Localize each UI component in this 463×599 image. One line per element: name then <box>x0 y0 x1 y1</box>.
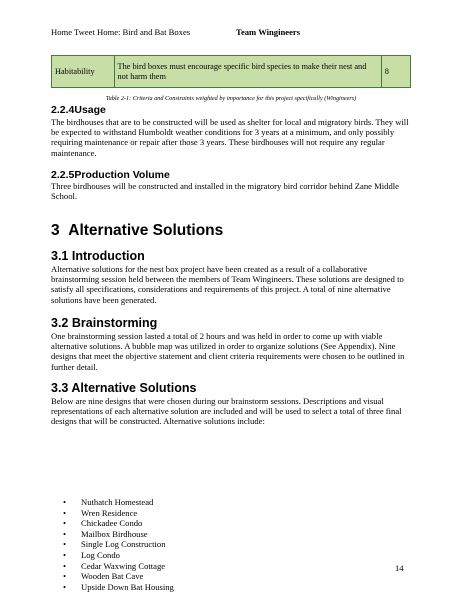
list-item: • Nuthatch Homestead <box>51 497 174 508</box>
list-item: • Chickadee Condo <box>51 518 174 529</box>
list-item: • Upside Down Bat Housing <box>51 582 174 593</box>
heading-title: Production Volume <box>74 169 170 181</box>
usage-paragraph: The birdhouses that are to be constructed will be used as shelter for local and migratory birds. They will be expected to withstand Humboldt weather conditions for 3 years at a minimum, and only possibly requiring maintenance or repair after those 3 years. These birdhouses will not require any regular maintenance. <box>51 117 409 158</box>
page-header <box>51 27 411 38</box>
criteria-table <box>51 55 411 88</box>
list-item: • Mailbox Birdhouse <box>51 529 174 540</box>
heading-title: Alternative Solutions <box>71 381 197 395</box>
heading-title: Alternative Solutions <box>68 222 224 239</box>
introduction-paragraph: Alternative solutions for the nest box project have been created as a result of a collaborative brainstorming session held between the members of Team Wingineers. These solutions are designed to satisfy all specifications, considerations and requirements of this project. A total of nine alternative solutions have been generated. <box>51 264 404 305</box>
table-caption: Table 2-1: Criteria and Constraints weighted by importance for this project specifically (Wingineers) <box>105 95 357 102</box>
alt-solutions-paragraph: Below are nine designs that were chosen during our brainstorm sessions. Descriptions and visual representations of each alternative solution are included and will be used to select a total of three final designs that will be constructed. Alternative solutions include: <box>51 396 402 427</box>
heading-number: 3.2 <box>51 316 69 330</box>
heading-number: 2.2.4 <box>51 104 75 116</box>
heading-title: Introduction <box>71 249 145 263</box>
section-heading-usage <box>51 104 106 117</box>
alternative-solutions-list <box>51 497 174 592</box>
heading-number: 3.1 <box>51 249 69 263</box>
list-item: • Wren Residence <box>51 508 174 519</box>
criterion-cell: Habitability <box>52 56 115 88</box>
section-heading-introduction <box>51 249 145 264</box>
list-item: • Single Log Construction <box>51 539 174 550</box>
header-team: Team Wingineers <box>236 27 301 37</box>
chapter-heading-alternative-solutions <box>51 221 223 240</box>
list-item: • Wooden Bat Cave <box>51 571 174 582</box>
heading-title: Usage <box>74 104 106 116</box>
description-cell: The bird boxes must encourage specific bird species to make their nest and not harm them <box>114 56 381 88</box>
weight-cell: 8 <box>381 56 410 88</box>
list-item: • Log Condo <box>51 550 174 561</box>
page-number: 14 <box>395 563 404 573</box>
heading-number: 3.3 <box>51 381 69 395</box>
section-heading-alt-solutions-list <box>51 381 196 396</box>
header-title: Home Tweet Home: Bird and Bat Boxes <box>51 27 191 37</box>
section-heading-brainstorming <box>51 316 157 331</box>
table-row <box>52 56 411 88</box>
list-item: • Cedar Waxwing Cottage <box>51 561 174 572</box>
production-volume-paragraph: Three birdhouses will be constructed and installed in the migratory bird corridor behind Zane Middle School. <box>51 181 399 202</box>
heading-title: Brainstorming <box>71 316 158 330</box>
heading-number: 2.2.5 <box>51 169 75 181</box>
heading-number: 3 <box>51 222 60 239</box>
brainstorming-paragraph: One brainstorming session lasted a total of 2 hours and was held in order to come up with viable alternative solutions. A bubble map was utilized in order to organize solutions (See Appendix). Nine designs that meet the objective statement and client criteria requirements were chosen to be outlined in further detail. <box>51 331 405 372</box>
